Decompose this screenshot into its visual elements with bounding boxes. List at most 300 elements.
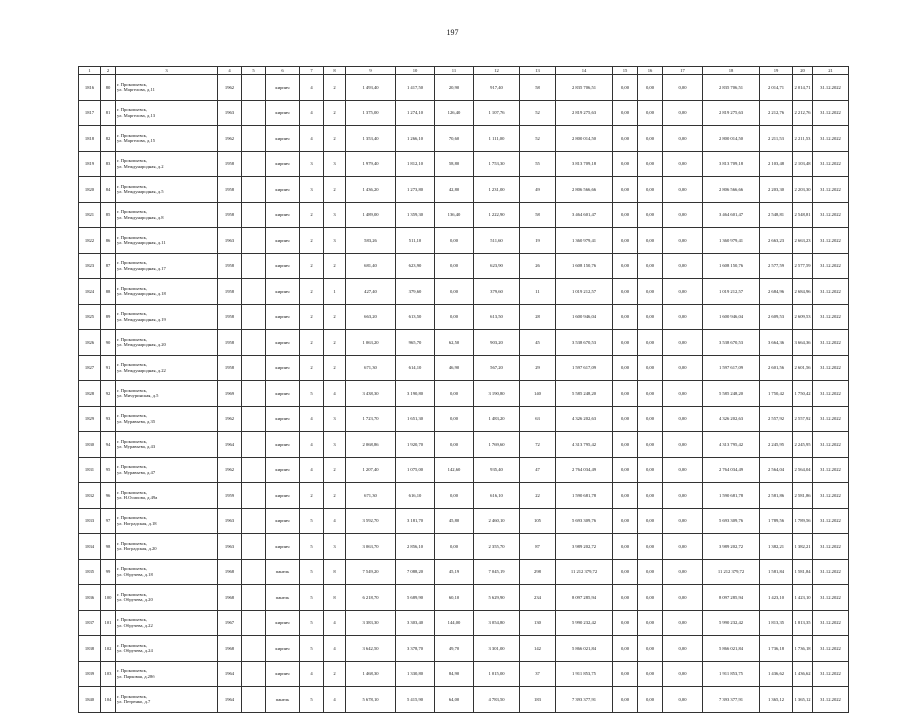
table-cell: 1968 bbox=[218, 636, 242, 662]
table-cell: 0,00 bbox=[638, 202, 663, 228]
table-row bbox=[79, 534, 849, 560]
table-cell: 1 736,18 bbox=[760, 636, 793, 662]
table-cell: 7 393 377,91 bbox=[556, 687, 613, 713]
table-cell: 0,00 bbox=[613, 75, 638, 101]
table-cell bbox=[242, 253, 266, 279]
table-cell: 1 769,60 bbox=[474, 432, 520, 458]
address-line: г. Прокопьевск, bbox=[117, 668, 148, 674]
table-cell: 1962 bbox=[218, 75, 242, 101]
address-line: ул. Международная, д.2 bbox=[117, 163, 164, 169]
table-cell: 80 bbox=[101, 75, 116, 101]
table-cell: 1 608 150,76 bbox=[556, 253, 613, 279]
table-cell: 1826 bbox=[79, 330, 101, 356]
table-cell: 0,00 bbox=[663, 126, 703, 152]
table-cell: 2 103,48 bbox=[760, 151, 793, 177]
table-cell: 1 590 681,78 bbox=[556, 483, 613, 509]
table-cell: 52 bbox=[520, 100, 556, 126]
table-row bbox=[79, 483, 849, 509]
column-header: 3 bbox=[116, 67, 218, 75]
table-cell: 1 651,30 bbox=[396, 406, 435, 432]
table-cell: 101 bbox=[101, 610, 116, 636]
table-cell: 3 303,40 bbox=[396, 610, 435, 636]
table-cell: 2 684,96 bbox=[760, 279, 793, 305]
address-cell bbox=[116, 508, 218, 534]
table-cell: 0,00 bbox=[435, 406, 474, 432]
table-cell: 0,00 bbox=[638, 432, 663, 458]
table-cell: 3 bbox=[300, 151, 324, 177]
table-cell: 11 bbox=[520, 279, 556, 305]
table-cell bbox=[242, 508, 266, 534]
address-line: г. Прокопьевск, bbox=[117, 81, 148, 87]
table-cell: 1835 bbox=[79, 559, 101, 585]
table-cell: 0,00 bbox=[663, 304, 703, 330]
table-cell: 7 393 377,91 bbox=[703, 687, 760, 713]
table-cell: 0,00 bbox=[613, 432, 638, 458]
table-cell: 29 bbox=[520, 355, 556, 381]
address-cell bbox=[116, 457, 218, 483]
table-cell bbox=[242, 661, 266, 687]
table-cell: 3 664,36 bbox=[760, 330, 793, 356]
table-cell: кирпич bbox=[266, 610, 300, 636]
address-cell bbox=[116, 406, 218, 432]
table-cell: 3 301,00 bbox=[474, 636, 520, 662]
table-cell: 3 813 709,18 bbox=[556, 151, 613, 177]
table-cell: 1 353,40 bbox=[346, 126, 396, 152]
table-cell: 0,00 bbox=[613, 381, 638, 407]
table-cell: 42,80 bbox=[435, 177, 474, 203]
table-cell: 1832 bbox=[79, 483, 101, 509]
table-cell: 2 835 706,51 bbox=[556, 75, 613, 101]
table-cell: 2 bbox=[300, 355, 324, 381]
table-cell: 0,00 bbox=[663, 330, 703, 356]
table-cell: 8 097 285,94 bbox=[556, 585, 613, 611]
table-cell: кирпич bbox=[266, 75, 300, 101]
table-cell: 2 663,23 bbox=[760, 228, 793, 254]
table-cell: 98 bbox=[101, 534, 116, 560]
table-cell: 1 274,10 bbox=[396, 100, 435, 126]
table-cell: кирпич bbox=[266, 661, 300, 687]
table-cell: 31.12.2022 bbox=[813, 381, 849, 407]
table-row bbox=[79, 432, 849, 458]
table-cell: 0,00 bbox=[613, 355, 638, 381]
table-cell: 1818 bbox=[79, 126, 101, 152]
table-cell: 0,00 bbox=[663, 100, 703, 126]
table-cell: 8 bbox=[324, 559, 346, 585]
table-cell: 31.12.2022 bbox=[813, 636, 849, 662]
table-row bbox=[79, 457, 849, 483]
table-cell: 0,00 bbox=[638, 585, 663, 611]
table-cell: 60,10 bbox=[435, 585, 474, 611]
table-cell: 3 592,70 bbox=[346, 508, 396, 534]
table-cell: 0,00 bbox=[638, 304, 663, 330]
table-cell: 105 bbox=[520, 508, 556, 534]
table-cell: 2 557,92 bbox=[760, 406, 793, 432]
table-cell: 0,00 bbox=[638, 636, 663, 662]
table-cell: 3 989 202,72 bbox=[703, 534, 760, 560]
table-cell: 0,00 bbox=[663, 534, 703, 560]
table-cell: 0,00 bbox=[435, 279, 474, 305]
table-cell: 0,00 bbox=[613, 279, 638, 305]
table-cell: 0,00 bbox=[613, 228, 638, 254]
table-cell: 1 063,20 bbox=[346, 330, 396, 356]
table-cell: 1 723,70 bbox=[346, 406, 396, 432]
address-line: г. Прокопьевск, bbox=[117, 311, 148, 317]
table-cell: 22 bbox=[520, 483, 556, 509]
table-cell bbox=[242, 559, 266, 585]
table-cell: 70,60 bbox=[435, 126, 474, 152]
table-cell: 102 bbox=[101, 636, 116, 662]
table-cell: 1 423,10 bbox=[793, 585, 813, 611]
table-cell: 0,00 bbox=[435, 381, 474, 407]
table-cell bbox=[242, 610, 266, 636]
table-cell: 1 111,00 bbox=[474, 126, 520, 152]
address-cell bbox=[116, 559, 218, 585]
table-cell: 3 bbox=[300, 177, 324, 203]
table-cell: 663,20 bbox=[346, 304, 396, 330]
table-cell: 72 bbox=[520, 432, 556, 458]
table-cell: 0,00 bbox=[663, 559, 703, 585]
table-cell: 1 436,62 bbox=[793, 661, 813, 687]
table-cell bbox=[242, 636, 266, 662]
table-cell: 5 415,90 bbox=[396, 687, 435, 713]
table-cell: 1 222,90 bbox=[474, 202, 520, 228]
table-cell: 3 bbox=[324, 228, 346, 254]
table-cell: 0,00 bbox=[663, 279, 703, 305]
table-cell: 52 bbox=[520, 126, 556, 152]
address-line: ул. Международная, д.19 bbox=[117, 316, 166, 322]
address-cell bbox=[116, 202, 218, 228]
table-cell: панель bbox=[266, 559, 300, 585]
table-cell: 2 014,71 bbox=[793, 75, 813, 101]
table-cell: 3 054,80 bbox=[474, 610, 520, 636]
table-cell: 671,30 bbox=[346, 483, 396, 509]
table-cell: 4 bbox=[324, 687, 346, 713]
table-cell: 2 577,59 bbox=[793, 253, 813, 279]
table-cell: 2 548,81 bbox=[760, 202, 793, 228]
table-cell: 1 365,12 bbox=[793, 687, 813, 713]
table-cell: 0,00 bbox=[613, 406, 638, 432]
table-cell: кирпич bbox=[266, 508, 300, 534]
table-cell: кирпич bbox=[266, 432, 300, 458]
table-cell: 19 bbox=[520, 228, 556, 254]
table-cell: 1 979,40 bbox=[346, 151, 396, 177]
table-cell: 3 378,70 bbox=[396, 636, 435, 662]
table-cell: 1840 bbox=[79, 687, 101, 713]
table-cell: 126,40 bbox=[435, 100, 474, 126]
table-cell: 8 097 285,94 bbox=[703, 585, 760, 611]
table-cell: 1833 bbox=[79, 508, 101, 534]
table-cell: 3 464 601,47 bbox=[703, 202, 760, 228]
table-cell: 1 789,56 bbox=[793, 508, 813, 534]
address-line: г. Прокопьевск, bbox=[117, 591, 148, 597]
table-cell: 63 bbox=[520, 406, 556, 432]
table-cell: 511,10 bbox=[396, 228, 435, 254]
table-cell: 1 468,30 bbox=[346, 661, 396, 687]
table-cell: 5 bbox=[300, 687, 324, 713]
table-cell: 1 382,21 bbox=[760, 534, 793, 560]
address-cell bbox=[116, 534, 218, 560]
table-cell: 2 806 566,66 bbox=[703, 177, 760, 203]
column-header: 13 bbox=[520, 67, 556, 75]
table-cell: 0,00 bbox=[613, 534, 638, 560]
table-cell: 0,00 bbox=[663, 177, 703, 203]
table-cell bbox=[242, 585, 266, 611]
table-cell bbox=[242, 177, 266, 203]
table-cell: кирпич bbox=[266, 228, 300, 254]
table-cell: 917,40 bbox=[474, 75, 520, 101]
address-line: ул. Муравьева, д.43 bbox=[117, 444, 156, 450]
table-cell: 31.12.2022 bbox=[813, 202, 849, 228]
table-cell: 2 581,86 bbox=[760, 483, 793, 509]
table-cell: 2 bbox=[300, 304, 324, 330]
table-row bbox=[79, 661, 849, 687]
table-cell: 1959 bbox=[218, 483, 242, 509]
address-line: ул. Н.Осипова, д.49а bbox=[117, 495, 158, 501]
address-line: ул. Обручева, д.24 bbox=[117, 648, 153, 654]
table-cell: 31.12.2022 bbox=[813, 687, 849, 713]
table-cell: 2 609,53 bbox=[793, 304, 813, 330]
table-cell: 4 bbox=[300, 432, 324, 458]
table-cell: 2 bbox=[324, 177, 346, 203]
table-cell: 623,90 bbox=[396, 253, 435, 279]
table-cell: 3 bbox=[324, 406, 346, 432]
address-line: ул. Маргелова, д.15 bbox=[117, 138, 156, 144]
table-cell: 2 bbox=[300, 483, 324, 509]
table-cell: 87 bbox=[101, 253, 116, 279]
table-cell: 2 581,86 bbox=[793, 483, 813, 509]
table-cell: 31.12.2022 bbox=[813, 585, 849, 611]
address-line: ул. Международная, д.18 bbox=[117, 291, 166, 297]
table-cell: 130 bbox=[520, 610, 556, 636]
table-cell: 0,00 bbox=[663, 457, 703, 483]
table-row bbox=[79, 100, 849, 126]
table-row bbox=[79, 406, 849, 432]
table-cell: 2 564,04 bbox=[793, 457, 813, 483]
table-cell: 5 629,90 bbox=[474, 585, 520, 611]
table-cell: 4 326 202,63 bbox=[556, 406, 613, 432]
table-cell: 1 813,35 bbox=[793, 610, 813, 636]
table-cell: 1 365,12 bbox=[760, 687, 793, 713]
table-cell: кирпич bbox=[266, 279, 300, 305]
table-cell: 3 181,70 bbox=[396, 508, 435, 534]
table-cell: 0,00 bbox=[638, 126, 663, 152]
table-cell: 1 483,20 bbox=[474, 406, 520, 432]
table-cell: 1 417,50 bbox=[396, 75, 435, 101]
table-cell: 2 068,86 bbox=[346, 432, 396, 458]
table-cell: 1967 bbox=[218, 610, 242, 636]
table-cell: 0,00 bbox=[638, 559, 663, 585]
table-cell: 2 bbox=[324, 330, 346, 356]
address-line: ул. Обручева, д.18 bbox=[117, 571, 153, 577]
table-cell: 1958 bbox=[218, 330, 242, 356]
table-cell: 3 642,50 bbox=[346, 636, 396, 662]
address-cell bbox=[116, 100, 218, 126]
table-cell: 31.12.2022 bbox=[813, 610, 849, 636]
table-cell: 7 549,20 bbox=[346, 559, 396, 585]
column-header: 11 bbox=[435, 67, 474, 75]
table-cell: 0,00 bbox=[638, 151, 663, 177]
table-cell bbox=[242, 228, 266, 254]
table-cell: 0,00 bbox=[435, 483, 474, 509]
address-line: ул. Парковая, д.28б bbox=[117, 673, 155, 679]
table-cell: 0,00 bbox=[613, 202, 638, 228]
table-cell: 1834 bbox=[79, 534, 101, 560]
table-cell: 1 436,20 bbox=[346, 177, 396, 203]
address-line: г. Прокопьевск, bbox=[117, 336, 148, 342]
table-cell: 1825 bbox=[79, 304, 101, 330]
table-cell: 2 856,10 bbox=[396, 534, 435, 560]
table-cell: 2 212,76 bbox=[793, 100, 813, 126]
table-cell: 2 bbox=[300, 202, 324, 228]
table-cell: 4 bbox=[300, 126, 324, 152]
table-cell: 2 bbox=[300, 253, 324, 279]
table-cell: 0,00 bbox=[613, 126, 638, 152]
column-header: 20 bbox=[793, 67, 813, 75]
table-cell: 2 609,53 bbox=[760, 304, 793, 330]
column-header: 17 bbox=[663, 67, 703, 75]
table-cell: 2 bbox=[324, 355, 346, 381]
table-cell: панель bbox=[266, 687, 300, 713]
address-line: ул. Петренко, д.7 bbox=[117, 699, 151, 705]
table-cell: 62,50 bbox=[435, 330, 474, 356]
table-cell: 2 203,30 bbox=[793, 177, 813, 203]
table-cell: кирпич bbox=[266, 100, 300, 126]
table-cell: 4 bbox=[324, 508, 346, 534]
table-cell: 5 bbox=[300, 381, 324, 407]
table-cell bbox=[242, 534, 266, 560]
table-cell: 671,30 bbox=[346, 355, 396, 381]
table-cell: 1963 bbox=[218, 534, 242, 560]
table-cell: 5 693 309,76 bbox=[556, 508, 613, 534]
table-cell bbox=[242, 279, 266, 305]
table-cell: 88 bbox=[101, 279, 116, 305]
table-cell: 0,00 bbox=[613, 100, 638, 126]
table-cell: 567,20 bbox=[474, 355, 520, 381]
table-cell: 1958 bbox=[218, 355, 242, 381]
table-cell: 1 590 681,78 bbox=[703, 483, 760, 509]
table-cell: 4 bbox=[300, 75, 324, 101]
table-cell: 31.12.2022 bbox=[813, 534, 849, 560]
table-cell bbox=[242, 202, 266, 228]
table-cell: 0,00 bbox=[663, 483, 703, 509]
table-cell: 1 231,00 bbox=[474, 177, 520, 203]
table-cell: 0,00 bbox=[613, 559, 638, 585]
table-cell: 0,00 bbox=[435, 432, 474, 458]
table-cell: 0,00 bbox=[613, 687, 638, 713]
table-cell: 1 753,30 bbox=[474, 151, 520, 177]
table-cell: 55 bbox=[520, 151, 556, 177]
table-cell: кирпич bbox=[266, 253, 300, 279]
table-cell: 0,00 bbox=[613, 304, 638, 330]
table-cell: 1958 bbox=[218, 304, 242, 330]
table-cell: 583,26 bbox=[346, 228, 396, 254]
address-cell bbox=[116, 636, 218, 662]
table-cell: 96 bbox=[101, 483, 116, 509]
table-cell: 1 330,80 bbox=[396, 661, 435, 687]
table-cell: 5 bbox=[300, 534, 324, 560]
table-cell: 0,00 bbox=[663, 661, 703, 687]
table-cell: 31.12.2022 bbox=[813, 100, 849, 126]
table-cell: 1 920,70 bbox=[396, 432, 435, 458]
table-cell: 3 063,70 bbox=[346, 534, 396, 560]
table-cell: 1823 bbox=[79, 253, 101, 279]
table-cell: 47 bbox=[520, 457, 556, 483]
table-cell: 7 045,19 bbox=[474, 559, 520, 585]
table-cell: 64,00 bbox=[435, 687, 474, 713]
table-cell bbox=[242, 432, 266, 458]
table-cell: 31.12.2022 bbox=[813, 75, 849, 101]
table-cell: 2 800 014,50 bbox=[556, 126, 613, 152]
table-cell: 0,00 bbox=[638, 253, 663, 279]
address-cell bbox=[116, 585, 218, 611]
table-cell: 0,00 bbox=[638, 177, 663, 203]
table-cell: 0,00 bbox=[613, 483, 638, 509]
table-cell: кирпич bbox=[266, 534, 300, 560]
table-cell: 0,00 bbox=[613, 508, 638, 534]
table-cell: 2 460,10 bbox=[474, 508, 520, 534]
table-cell: 0,00 bbox=[638, 100, 663, 126]
table-cell: 614,10 bbox=[396, 355, 435, 381]
table-cell: 1816 bbox=[79, 75, 101, 101]
table-cell: 1958 bbox=[218, 279, 242, 305]
table-cell: 144,00 bbox=[435, 610, 474, 636]
table-cell: 1830 bbox=[79, 432, 101, 458]
table-cell: 1958 bbox=[218, 151, 242, 177]
table-cell: 1821 bbox=[79, 202, 101, 228]
address-line: г. Прокопьевск, bbox=[117, 260, 148, 266]
address-line: г. Прокопьевск, bbox=[117, 362, 148, 368]
table-cell: 427,40 bbox=[346, 279, 396, 305]
table-cell: 45,19 bbox=[435, 559, 474, 585]
table-cell: 681,40 bbox=[346, 253, 396, 279]
table-cell: 7 088,20 bbox=[396, 559, 435, 585]
address-line: ул. Ноградская, д.20 bbox=[117, 546, 157, 552]
table-cell: 3 190,80 bbox=[474, 381, 520, 407]
table-cell: 31.12.2022 bbox=[813, 228, 849, 254]
table-cell: кирпич bbox=[266, 151, 300, 177]
table-cell: 31.12.2022 bbox=[813, 661, 849, 687]
table-cell: 5 689,90 bbox=[396, 585, 435, 611]
table-cell: 623,90 bbox=[474, 253, 520, 279]
table-cell: 1 736,18 bbox=[793, 636, 813, 662]
address-cell bbox=[116, 253, 218, 279]
table-cell: 0,00 bbox=[613, 585, 638, 611]
column-header: 5 bbox=[242, 67, 266, 75]
table-cell: 234 bbox=[520, 585, 556, 611]
table-cell: кирпич bbox=[266, 406, 300, 432]
table-cell bbox=[242, 330, 266, 356]
table-cell: 89 bbox=[101, 304, 116, 330]
address-cell bbox=[116, 483, 218, 509]
table-row bbox=[79, 585, 849, 611]
table-cell: 1838 bbox=[79, 636, 101, 662]
table-cell: 5 990 232,42 bbox=[703, 610, 760, 636]
address-cell bbox=[116, 151, 218, 177]
table-cell: 613,50 bbox=[474, 304, 520, 330]
address-line: ул. Маргелова, д.13 bbox=[117, 112, 156, 118]
table-cell: 4 bbox=[324, 381, 346, 407]
table-cell: 1 436,62 bbox=[760, 661, 793, 687]
table-cell: 0,00 bbox=[663, 228, 703, 254]
table-cell: кирпич bbox=[266, 636, 300, 662]
table-cell: 0,00 bbox=[663, 202, 703, 228]
table-cell: 94 bbox=[101, 432, 116, 458]
table-cell: 140 bbox=[520, 381, 556, 407]
address-cell bbox=[116, 610, 218, 636]
table-cell: 1829 bbox=[79, 406, 101, 432]
table-cell: 1 019 212,57 bbox=[556, 279, 613, 305]
table-cell: 0,00 bbox=[638, 483, 663, 509]
